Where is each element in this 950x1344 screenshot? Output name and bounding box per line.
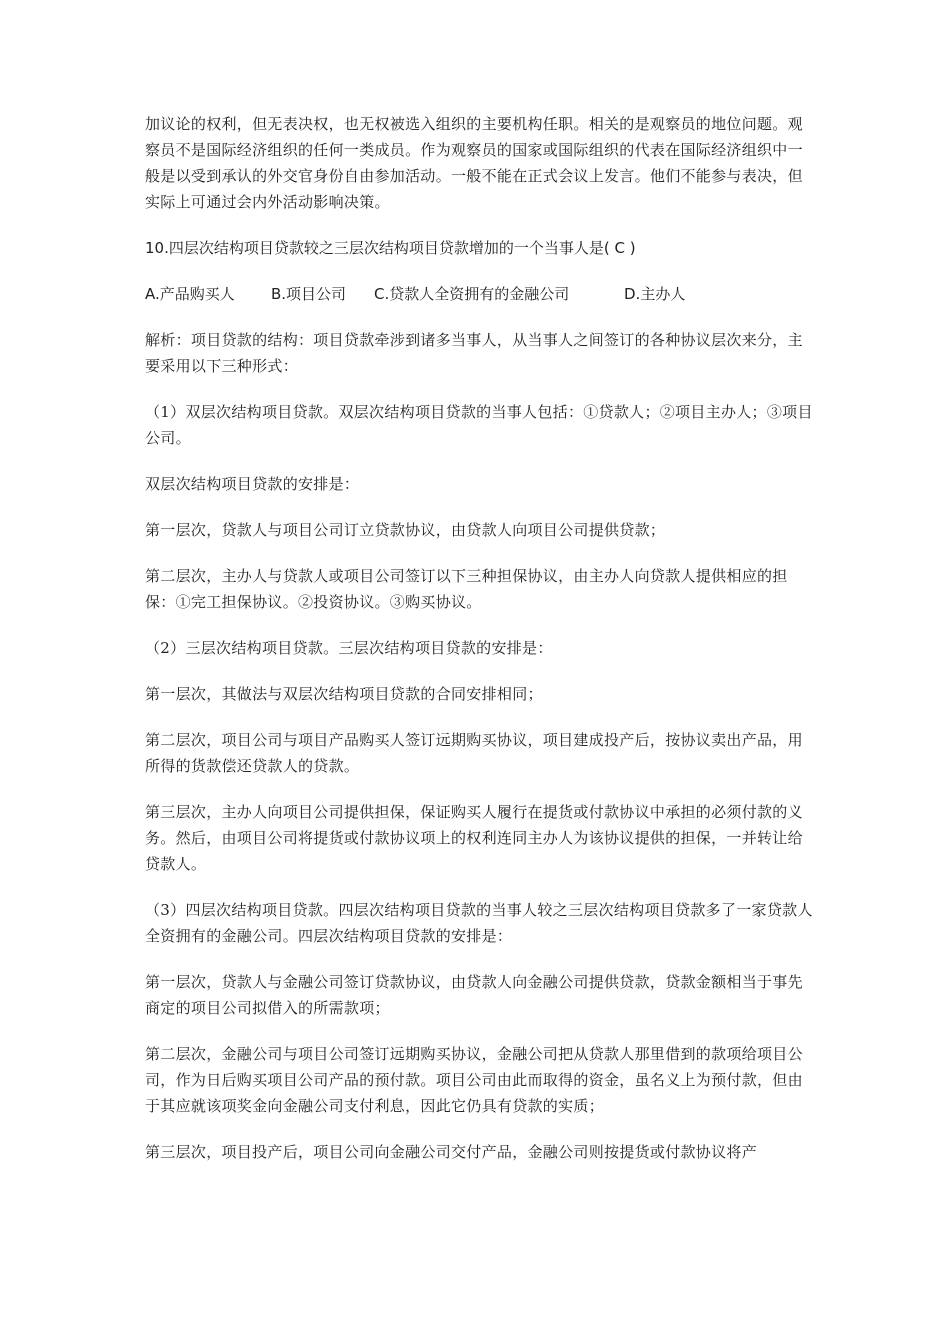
two-tier-level-2: 第二层次，主办人与贷款人或项目公司签订以下三种担保协议，由主办人向贷款人提供相应的担保：①完工担保协议。②投资协议。③购买协议。 (145, 567, 788, 611)
document-body (145, 111, 813, 1185)
option-c: C.贷款人全资拥有的金融公司 (374, 285, 570, 303)
option-d: D.主办人 (624, 285, 686, 303)
option-a: A.产品购买人 (145, 285, 235, 303)
two-tier-arrangement-heading: 双层次结构项目贷款的安排是： (145, 475, 360, 493)
three-tier-level-1: 第一层次，其做法与双层次结构项目贷款的合同安排相同； (145, 685, 543, 703)
option-b: B.项目公司 (271, 285, 347, 303)
three-tier-level-2: 第二层次，项目公司与项目产品购买人签订远期购买协议，项目建成投产后，按协议卖出产品，用所得的货款偿还贷款人的贷款。 (145, 731, 803, 775)
two-tier-definition: （1）双层次结构项目贷款。双层次结构项目贷款的当事人包括：①贷款人；②项目主办人；③项目公司。 (145, 403, 813, 447)
analysis-intro: 解析：项目贷款的结构：项目贷款牵涉到诸多当事人，从当事人之间签订的各种协议层次来分，主要采用以下三种形式： (145, 331, 803, 375)
answer-options (145, 281, 813, 307)
question-10: 10.四层次结构项目贷款较之三层次结构项目贷款增加的一个当事人是( C ) (145, 239, 636, 257)
four-tier-level-3: 第三层次，项目投产后，项目公司向金融公司交付产品，金融公司则按提货或付款协议将产 (145, 1143, 758, 1161)
three-tier-definition: （2）三层次结构项目贷款。三层次结构项目贷款的安排是： (145, 639, 553, 657)
four-tier-level-1: 第一层次，贷款人与金融公司签订贷款协议，由贷款人向金融公司提供贷款，贷款金额相当于事先商定的项目公司拟借入的所需款项； (145, 973, 803, 1017)
two-tier-level-1: 第一层次，贷款人与项目公司订立贷款协议，由贷款人向项目公司提供贷款； (145, 521, 666, 539)
three-tier-level-3: 第三层次，主办人向项目公司提供担保，保证购买人履行在提货或付款协议中承担的必须付款的义务。然后，由项目公司将提货或付款协议项上的权利连同主办人为该协议提供的担保，一并转让给贷款人。 (145, 803, 803, 873)
four-tier-definition: （3）四层次结构项目贷款。四层次结构项目贷款的当事人较之三层次结构项目贷款多了一家贷款人全资拥有的金融公司。四层次结构项目贷款的安排是： (145, 901, 813, 945)
four-tier-level-2: 第二层次，金融公司与项目公司签订远期购买协议，金融公司把从贷款人那里借到的款项给项目公司，作为日后购买项目公司产品的预付款。项目公司由此而取得的资金，虽名义上为预付款，但由于其应就该项奖金向金融公司支付利息，因此它仍具有贷款的实质； (145, 1045, 803, 1115)
intro-paragraph: 加议论的权利，但无表决权，也无权被选入组织的主要机构任职。相关的是观察员的地位问题。观察员不是国际经济组织的任何一类成员。作为观察员的国家或国际组织的代表在国际经济组织中一般是以受到承认的外交官身份自由参加活动。一般不能在正式会议上发言。他们不能参与表决，但实际上可通过会内外活动影响决策。 (145, 115, 803, 211)
